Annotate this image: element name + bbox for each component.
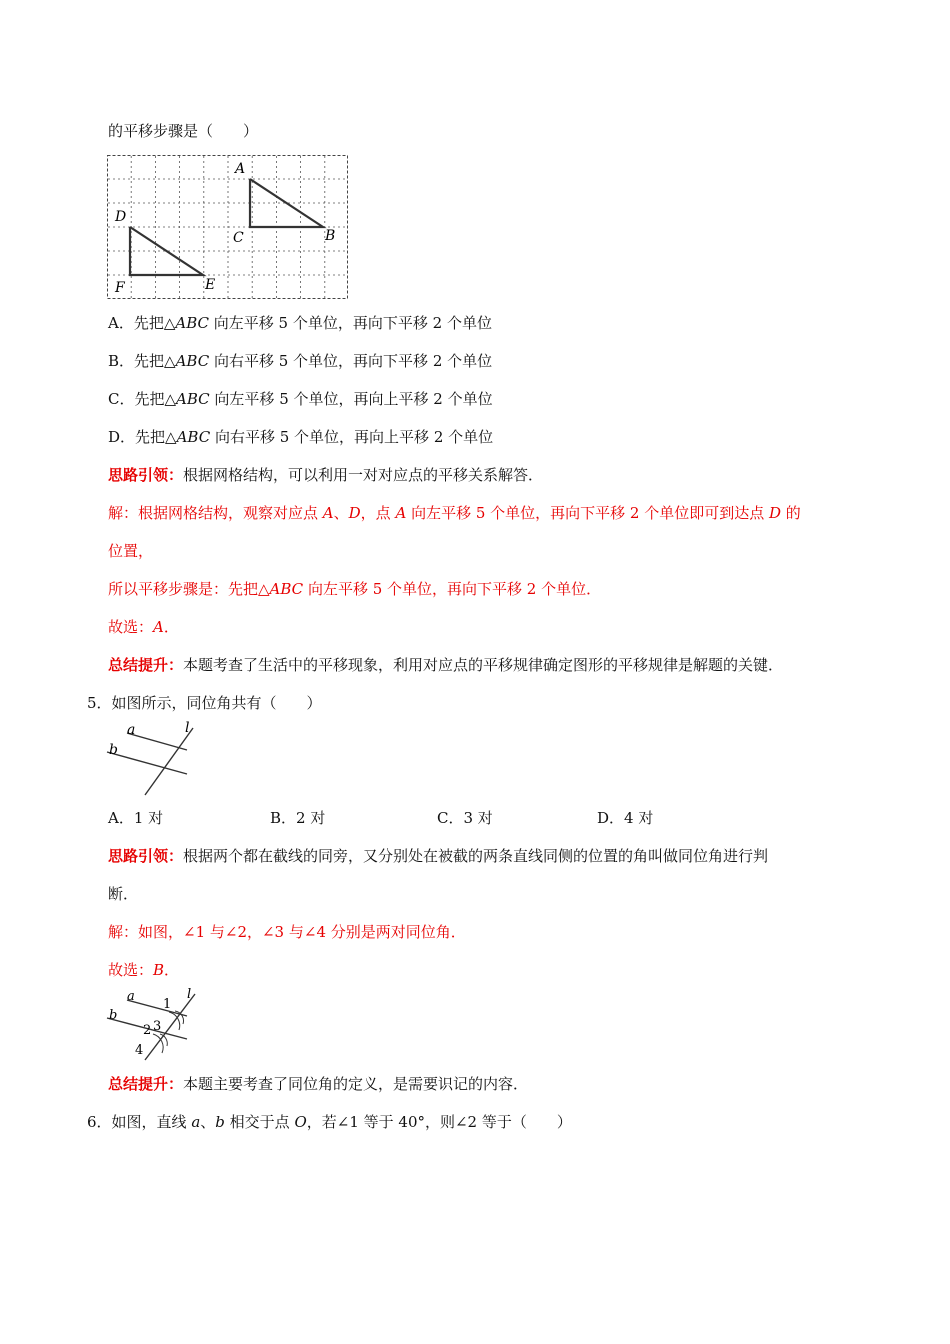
- angle-1-label: 1: [163, 997, 172, 1012]
- triangle-def: [130, 227, 203, 275]
- label-e: E: [205, 277, 216, 293]
- label-l: l: [187, 987, 192, 1002]
- label-a: A: [235, 161, 246, 177]
- q5-option-a[interactable]: A．1 对: [108, 809, 164, 827]
- q4-solution-line1: 解：根据网格结构，观察对应点 A、D，点 A 向左平移 5 个单位，再向下平移 2 个单位即可到达点 D 的: [108, 504, 801, 522]
- q5-stem: 5．如图所示，同位角共有（ ）: [87, 694, 322, 712]
- q4-option-b[interactable]: B．先把△ABC 向右平移 5 个单位，再向下平移 2 个单位: [108, 352, 493, 370]
- angle-2-label: 2: [143, 1023, 152, 1038]
- q4-summary: 总结提升：本题考查了生活中的平移现象，利用对应点的平移规律确定图形的平移规律是解题的关键．: [108, 656, 784, 674]
- label-a: a: [127, 989, 135, 1004]
- angle-3-label: 3: [153, 1019, 162, 1034]
- q5-summary: 总结提升：本题主要考查了同位角的定义，是需要识记的内容．: [108, 1075, 529, 1093]
- q5-figure: [105, 718, 205, 798]
- label-d: D: [115, 209, 127, 225]
- q6-stem: 6．如图，直线 a、b 相交于点 O，若∠1 等于 40°，则∠2 等于（ ）: [87, 1113, 572, 1131]
- label-l: l: [185, 720, 190, 736]
- label-b: B: [325, 228, 336, 244]
- q4-option-d[interactable]: D．先把△ABC 向右平移 5 个单位，再向上平移 2 个单位: [108, 428, 494, 446]
- q4-solution-line3: 所以平移步骤是：先把△ABC 向左平移 5 个单位，再向下平移 2 个单位．: [108, 580, 602, 598]
- q5-solution-figure: [105, 986, 205, 1062]
- q4-grid-figure: [107, 155, 349, 300]
- q4-hint: 思路引领：根据网格结构，可以利用一对对应点的平移关系解答．: [108, 466, 544, 484]
- q5-hint: 思路引领：根据两个都在截线的同旁，又分别处在被截的两条直线同侧的位置的角叫做同位角进行判: [108, 847, 769, 865]
- q5-option-b[interactable]: B．2 对: [270, 809, 326, 827]
- q4-answer: 故选：A．: [108, 618, 179, 636]
- angle-4-label: 4: [135, 1043, 144, 1058]
- q4-option-a[interactable]: A．先把△ABC 向左平移 5 个单位，再向下平移 2 个单位: [108, 314, 492, 332]
- q5-option-c[interactable]: C．3 对: [437, 809, 493, 827]
- q5-answer: 故选：B．: [108, 961, 180, 979]
- q4-solution-line2: 位置，: [108, 542, 154, 560]
- label-f: F: [115, 280, 125, 296]
- label-b: b: [109, 1008, 118, 1023]
- label-c: C: [233, 230, 244, 246]
- label-a: a: [127, 722, 136, 738]
- label-b: b: [109, 742, 118, 758]
- q5-solution: 解：如图，∠1 与∠2，∠3 与∠4 分别是两对同位角．: [108, 923, 466, 941]
- q5-hint-line2: 断．: [108, 885, 139, 903]
- q5-option-d[interactable]: D．4 对: [597, 809, 654, 827]
- q4-stem-end: 的平移步骤是（ ）: [108, 122, 259, 140]
- triangle-abc: [250, 179, 323, 227]
- q4-option-c[interactable]: C．先把△ABC 向左平移 5 个单位，再向上平移 2 个单位: [108, 390, 493, 408]
